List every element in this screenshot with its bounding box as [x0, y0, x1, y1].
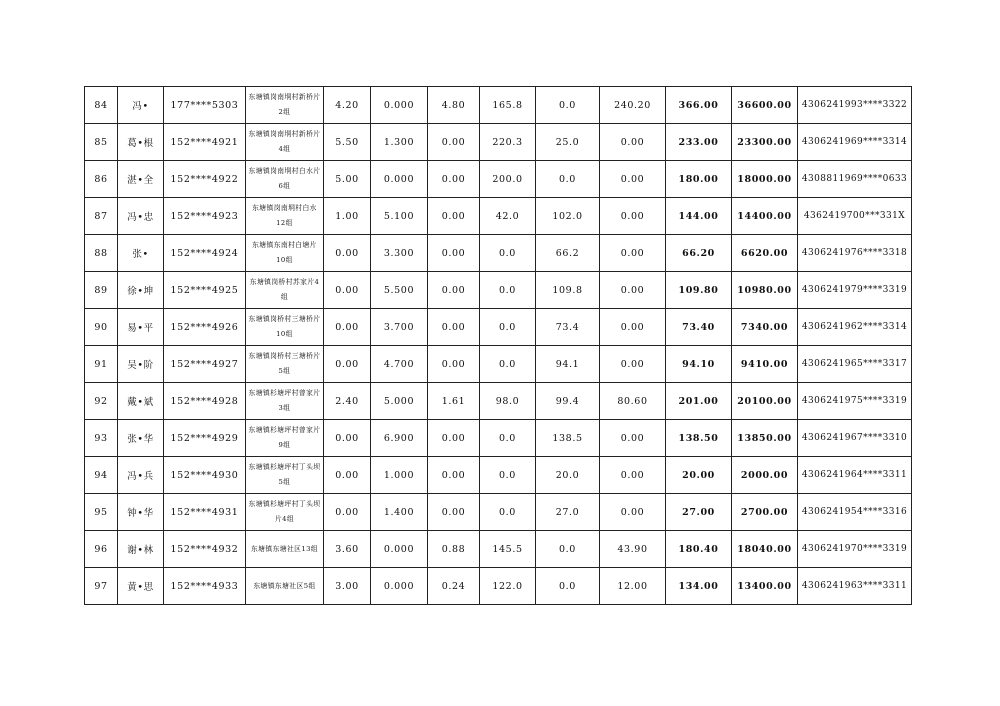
value-cell-1: 0.00 — [324, 272, 371, 309]
row-number-cell: 84 — [85, 87, 118, 124]
name-cell: 张• — [118, 235, 164, 272]
address-cell: 东塘镇岗南垌村白水片6组 — [246, 161, 324, 198]
value-cell-1: 0.00 — [324, 309, 371, 346]
row-number-cell: 92 — [85, 383, 118, 420]
total-cell: 20.00 — [666, 457, 732, 494]
value-cell-1: 0.00 — [324, 494, 371, 531]
amount-cell: 2700.00 — [732, 494, 798, 531]
total-cell: 144.00 — [666, 198, 732, 235]
total-cell: 366.00 — [666, 87, 732, 124]
row-number-cell: 89 — [85, 272, 118, 309]
total-cell: 94.10 — [666, 346, 732, 383]
phone-cell: 152****4929 — [164, 420, 246, 457]
value-cell-6: 43.90 — [600, 531, 666, 568]
table-body — [85, 87, 912, 605]
name-cell: 易•平 — [118, 309, 164, 346]
value-cell-3: 0.00 — [428, 309, 480, 346]
value-cell-6: 0.00 — [600, 420, 666, 457]
value-cell-1: 3.60 — [324, 531, 371, 568]
phone-cell: 177****5303 — [164, 87, 246, 124]
amount-cell: 36600.00 — [732, 87, 798, 124]
table-row — [85, 161, 912, 198]
row-number-cell: 90 — [85, 309, 118, 346]
id-number-cell: 4306241993****3322 — [798, 87, 912, 124]
total-cell: 180.00 — [666, 161, 732, 198]
row-number-cell: 94 — [85, 457, 118, 494]
value-cell-4: 0.0 — [480, 235, 536, 272]
value-cell-2: 1.400 — [371, 494, 428, 531]
name-cell: 徐•坤 — [118, 272, 164, 309]
value-cell-2: 6.900 — [371, 420, 428, 457]
value-cell-3: 0.00 — [428, 235, 480, 272]
amount-cell: 2000.00 — [732, 457, 798, 494]
value-cell-5: 20.0 — [536, 457, 600, 494]
phone-cell: 152****4931 — [164, 494, 246, 531]
table-row — [85, 198, 912, 235]
amount-cell: 18040.00 — [732, 531, 798, 568]
id-number-cell: 4306241954****3316 — [798, 494, 912, 531]
amount-cell: 23300.00 — [732, 124, 798, 161]
amount-cell: 20100.00 — [732, 383, 798, 420]
amount-cell: 13400.00 — [732, 568, 798, 605]
value-cell-3: 0.00 — [428, 457, 480, 494]
value-cell-2: 4.700 — [371, 346, 428, 383]
value-cell-5: 138.5 — [536, 420, 600, 457]
phone-cell: 152****4932 — [164, 531, 246, 568]
row-number-cell: 87 — [85, 198, 118, 235]
value-cell-2: 5.100 — [371, 198, 428, 235]
total-cell: 201.00 — [666, 383, 732, 420]
phone-cell: 152****4922 — [164, 161, 246, 198]
value-cell-2: 1.300 — [371, 124, 428, 161]
value-cell-1: 1.00 — [324, 198, 371, 235]
value-cell-4: 42.0 — [480, 198, 536, 235]
address-cell: 东塘镇杉塘坪村丁头坝片4组 — [246, 494, 324, 531]
value-cell-4: 98.0 — [480, 383, 536, 420]
value-cell-1: 0.00 — [324, 457, 371, 494]
value-cell-2: 3.300 — [371, 235, 428, 272]
phone-cell: 152****4925 — [164, 272, 246, 309]
value-cell-4: 0.0 — [480, 346, 536, 383]
value-cell-4: 0.0 — [480, 494, 536, 531]
amount-cell: 14400.00 — [732, 198, 798, 235]
table-row — [85, 309, 912, 346]
value-cell-1: 4.20 — [324, 87, 371, 124]
value-cell-3: 0.00 — [428, 420, 480, 457]
value-cell-3: 0.00 — [428, 272, 480, 309]
id-number-cell: 4306241962****3314 — [798, 309, 912, 346]
value-cell-2: 3.700 — [371, 309, 428, 346]
table-row — [85, 346, 912, 383]
value-cell-6: 80.60 — [600, 383, 666, 420]
value-cell-3: 0.88 — [428, 531, 480, 568]
row-number-cell: 86 — [85, 161, 118, 198]
amount-cell: 10980.00 — [732, 272, 798, 309]
value-cell-2: 0.000 — [371, 87, 428, 124]
name-cell: 葛•根 — [118, 124, 164, 161]
value-cell-5: 102.0 — [536, 198, 600, 235]
value-cell-3: 4.80 — [428, 87, 480, 124]
value-cell-4: 122.0 — [480, 568, 536, 605]
value-cell-2: 1.000 — [371, 457, 428, 494]
value-cell-5: 0.0 — [536, 161, 600, 198]
row-number-cell: 93 — [85, 420, 118, 457]
value-cell-6: 12.00 — [600, 568, 666, 605]
value-cell-1: 0.00 — [324, 235, 371, 272]
value-cell-4: 220.3 — [480, 124, 536, 161]
total-cell: 66.20 — [666, 235, 732, 272]
value-cell-5: 94.1 — [536, 346, 600, 383]
data-table — [84, 86, 912, 605]
value-cell-1: 5.50 — [324, 124, 371, 161]
value-cell-1: 0.00 — [324, 420, 371, 457]
value-cell-6: 0.00 — [600, 457, 666, 494]
value-cell-3: 0.24 — [428, 568, 480, 605]
value-cell-6: 0.00 — [600, 198, 666, 235]
total-cell: 134.00 — [666, 568, 732, 605]
value-cell-6: 0.00 — [600, 309, 666, 346]
value-cell-5: 0.0 — [536, 531, 600, 568]
table-row — [85, 568, 912, 605]
address-cell: 东塘镇岗桥村三塘桥片5组 — [246, 346, 324, 383]
value-cell-5: 0.0 — [536, 87, 600, 124]
value-cell-6: 0.00 — [600, 346, 666, 383]
table-row — [85, 420, 912, 457]
id-number-cell: 4306241975****3319 — [798, 383, 912, 420]
amount-cell: 6620.00 — [732, 235, 798, 272]
address-cell: 东塘镇杉塘坪村曾家片9组 — [246, 420, 324, 457]
amount-cell: 9410.00 — [732, 346, 798, 383]
phone-cell: 152****4933 — [164, 568, 246, 605]
value-cell-3: 0.00 — [428, 198, 480, 235]
value-cell-4: 0.0 — [480, 420, 536, 457]
row-number-cell: 88 — [85, 235, 118, 272]
phone-cell: 152****4924 — [164, 235, 246, 272]
id-number-cell: 4306241964****3311 — [798, 457, 912, 494]
name-cell: 冯•兵 — [118, 457, 164, 494]
address-cell: 东塘镇岗桥村三塘桥片10组 — [246, 309, 324, 346]
address-cell: 东塘镇岗南垌村白水12组 — [246, 198, 324, 235]
address-cell: 东塘镇东塘社区13组 — [246, 531, 324, 568]
total-cell: 27.00 — [666, 494, 732, 531]
value-cell-6: 240.20 — [600, 87, 666, 124]
value-cell-3: 0.00 — [428, 346, 480, 383]
id-number-cell: 4306241965****3317 — [798, 346, 912, 383]
address-cell: 东塘镇杉塘坪村曾家片3组 — [246, 383, 324, 420]
phone-cell: 152****4921 — [164, 124, 246, 161]
table-row — [85, 494, 912, 531]
address-cell: 东塘镇岗南垌村新桥片2组 — [246, 87, 324, 124]
address-cell: 东塘镇东塘社区5组 — [246, 568, 324, 605]
phone-cell: 152****4926 — [164, 309, 246, 346]
address-cell: 东塘镇杉塘坪村丁头坝5组 — [246, 457, 324, 494]
name-cell: 谢•林 — [118, 531, 164, 568]
value-cell-2: 0.000 — [371, 531, 428, 568]
total-cell: 138.50 — [666, 420, 732, 457]
row-number-cell: 97 — [85, 568, 118, 605]
name-cell: 钟•华 — [118, 494, 164, 531]
amount-cell: 13850.00 — [732, 420, 798, 457]
id-number-cell: 4306241963****3311 — [798, 568, 912, 605]
phone-cell: 152****4927 — [164, 346, 246, 383]
value-cell-4: 0.0 — [480, 309, 536, 346]
name-cell: 冯•忠 — [118, 198, 164, 235]
value-cell-5: 0.0 — [536, 568, 600, 605]
value-cell-4: 200.0 — [480, 161, 536, 198]
address-cell: 东塘镇东南村白塘片10组 — [246, 235, 324, 272]
name-cell: 戴•斌 — [118, 383, 164, 420]
phone-cell: 152****4923 — [164, 198, 246, 235]
value-cell-6: 0.00 — [600, 161, 666, 198]
amount-cell: 7340.00 — [732, 309, 798, 346]
value-cell-3: 1.61 — [428, 383, 480, 420]
id-number-cell: 4308811969****0633 — [798, 161, 912, 198]
value-cell-4: 165.8 — [480, 87, 536, 124]
value-cell-2: 0.000 — [371, 568, 428, 605]
value-cell-5: 27.0 — [536, 494, 600, 531]
value-cell-5: 66.2 — [536, 235, 600, 272]
value-cell-2: 0.000 — [371, 161, 428, 198]
amount-cell: 18000.00 — [732, 161, 798, 198]
table-row — [85, 272, 912, 309]
row-number-cell: 85 — [85, 124, 118, 161]
phone-cell: 152****4928 — [164, 383, 246, 420]
value-cell-4: 0.0 — [480, 457, 536, 494]
name-cell: 吴•阶 — [118, 346, 164, 383]
value-cell-4: 145.5 — [480, 531, 536, 568]
total-cell: 233.00 — [666, 124, 732, 161]
name-cell: 湛•全 — [118, 161, 164, 198]
value-cell-1: 0.00 — [324, 346, 371, 383]
phone-cell: 152****4930 — [164, 457, 246, 494]
row-number-cell: 91 — [85, 346, 118, 383]
row-number-cell: 95 — [85, 494, 118, 531]
id-number-cell: 4362419700***331X — [798, 198, 912, 235]
value-cell-5: 25.0 — [536, 124, 600, 161]
value-cell-2: 5.500 — [371, 272, 428, 309]
table-row — [85, 383, 912, 420]
value-cell-1: 5.00 — [324, 161, 371, 198]
value-cell-6: 0.00 — [600, 272, 666, 309]
value-cell-6: 0.00 — [600, 494, 666, 531]
row-number-cell: 96 — [85, 531, 118, 568]
value-cell-3: 0.00 — [428, 494, 480, 531]
table-row — [85, 87, 912, 124]
value-cell-4: 0.0 — [480, 272, 536, 309]
value-cell-3: 0.00 — [428, 124, 480, 161]
value-cell-6: 0.00 — [600, 124, 666, 161]
value-cell-2: 5.000 — [371, 383, 428, 420]
address-cell: 东塘镇岗桥村苏家片4组 — [246, 272, 324, 309]
total-cell: 109.80 — [666, 272, 732, 309]
value-cell-3: 0.00 — [428, 161, 480, 198]
name-cell: 黄•思 — [118, 568, 164, 605]
table-row — [85, 235, 912, 272]
address-cell: 东塘镇岗南垌村新桥片4组 — [246, 124, 324, 161]
value-cell-5: 99.4 — [536, 383, 600, 420]
total-cell: 73.40 — [666, 309, 732, 346]
table-row — [85, 124, 912, 161]
table-row — [85, 531, 912, 568]
value-cell-5: 73.4 — [536, 309, 600, 346]
value-cell-1: 3.00 — [324, 568, 371, 605]
value-cell-5: 109.8 — [536, 272, 600, 309]
name-cell: 张•华 — [118, 420, 164, 457]
id-number-cell: 4306241967****3310 — [798, 420, 912, 457]
id-number-cell: 4306241970****3319 — [798, 531, 912, 568]
id-number-cell: 4306241976****3318 — [798, 235, 912, 272]
value-cell-1: 2.40 — [324, 383, 371, 420]
table-row — [85, 457, 912, 494]
total-cell: 180.40 — [666, 531, 732, 568]
value-cell-6: 0.00 — [600, 235, 666, 272]
id-number-cell: 4306241979****3319 — [798, 272, 912, 309]
name-cell: 冯• — [118, 87, 164, 124]
id-number-cell: 4306241969****3314 — [798, 124, 912, 161]
